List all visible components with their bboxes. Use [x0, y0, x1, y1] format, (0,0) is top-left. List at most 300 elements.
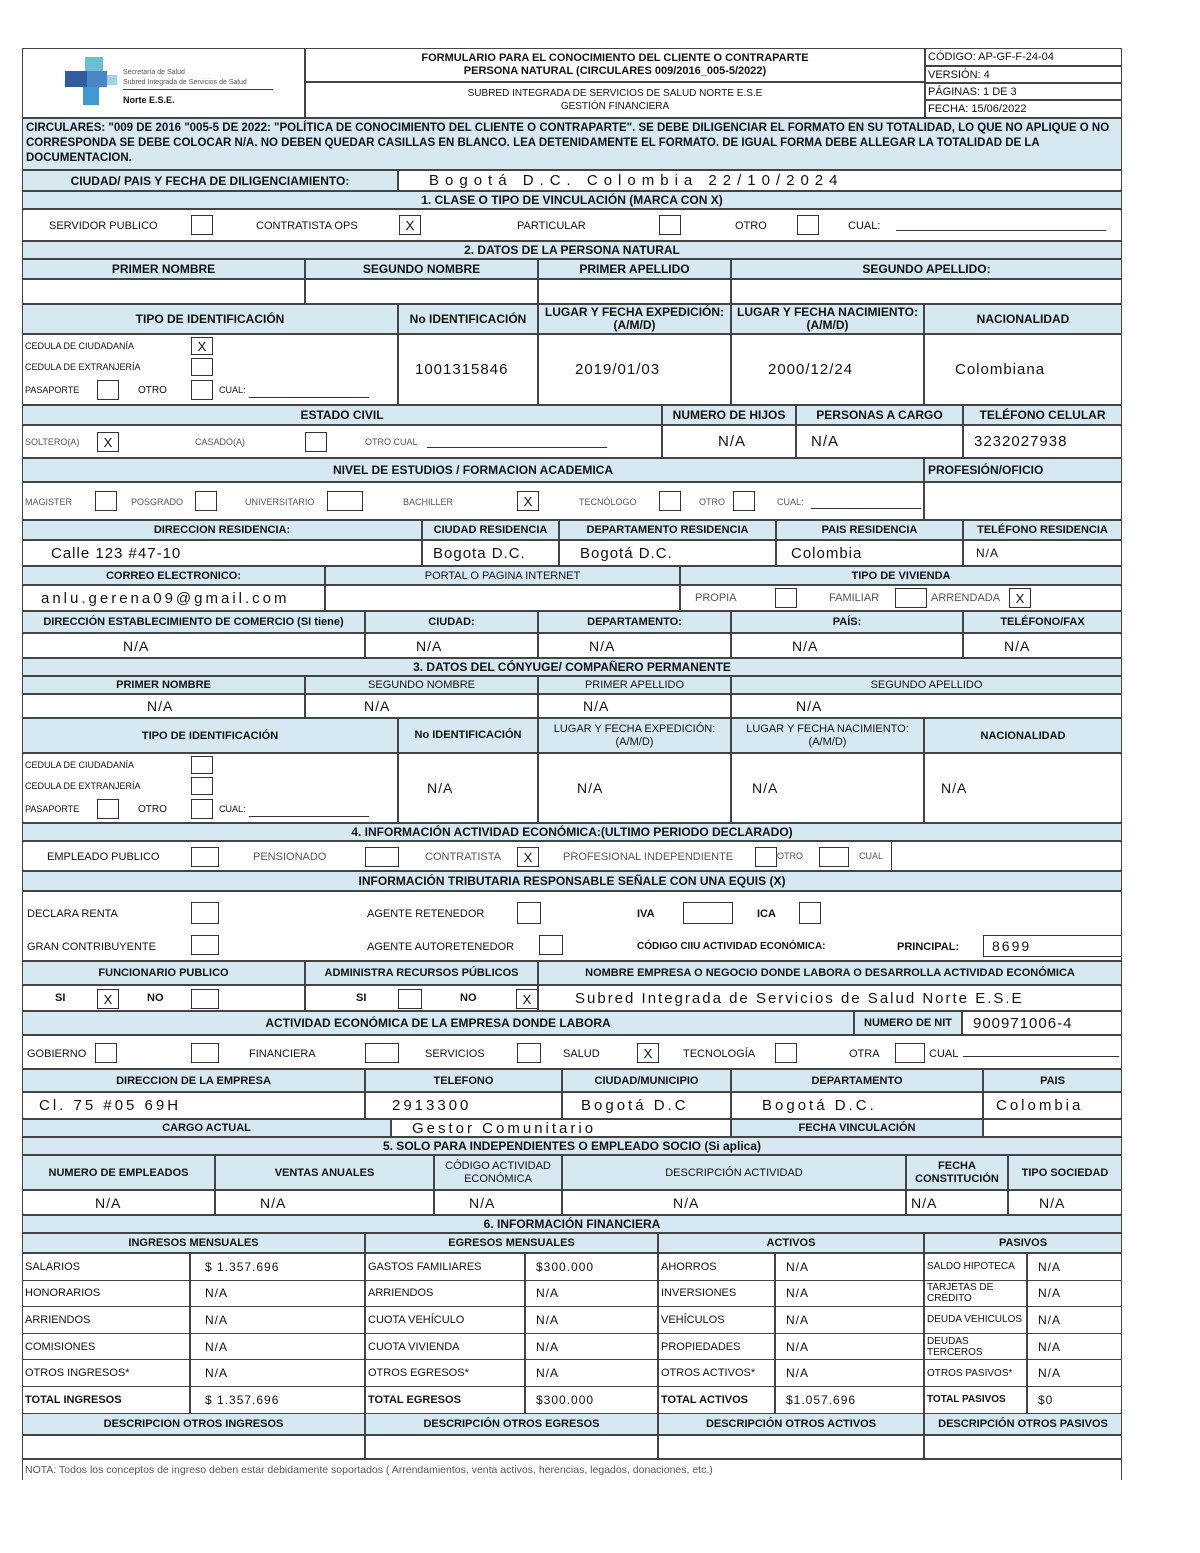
- h-pais: PAIS RESIDENCIA: [776, 520, 963, 540]
- ce-checkbox[interactable]: [191, 358, 213, 376]
- otro-id-label: OTRO: [138, 385, 167, 396]
- contratista-checkbox[interactable]: X: [399, 215, 421, 235]
- personas-cargo-value[interactable]: N/A: [796, 425, 963, 458]
- celular-value[interactable]: 3232027938: [963, 425, 1122, 458]
- ciiu-label: CÓDIGO CIIU ACTIVIDAD ECONÓMICA:: [637, 941, 826, 952]
- contratista-s4-checkbox[interactable]: X: [517, 847, 539, 867]
- h-hijos: NUMERO DE HIJOS: [662, 405, 796, 425]
- form-title: [305, 48, 925, 82]
- gobierno-checkbox[interactable]: [95, 1043, 117, 1063]
- knowledge-form: [22, 48, 1122, 1480]
- fin-value[interactable]: $1.057.696: [775, 1386, 924, 1414]
- fin-label: OTROS EGRESOS*: [365, 1359, 525, 1387]
- otro-cual-label: OTRO CUAL: [365, 437, 418, 447]
- s3-exp-value[interactable]: N/A: [538, 753, 731, 823]
- propia-label: PROPIA: [695, 592, 737, 604]
- cargo-value[interactable]: Gestor Comunitario: [391, 1119, 731, 1137]
- h-vivienda: TIPO DE VIVIENDA: [680, 566, 1122, 585]
- s3-primer-nombre-value[interactable]: N/A: [22, 694, 305, 718]
- h-ciudad-emp: CIUDAD/MUNICIPIO: [562, 1069, 731, 1092]
- fin-label: DEUDAS TERCEROS: [924, 1333, 1027, 1361]
- title-line2: PERSONA NATURAL (CIRCULARES 009/2016_005-5/2022): [463, 65, 767, 77]
- fin-value[interactable]: N/A: [190, 1280, 365, 1308]
- fin-value[interactable]: N/A: [525, 1280, 658, 1308]
- dir-empresa-value[interactable]: Cl. 75 #05 69H: [22, 1092, 365, 1119]
- blank-checkbox[interactable]: [191, 1043, 219, 1063]
- depto-value[interactable]: Bogotá D.C.: [559, 540, 776, 566]
- subtitle-line1: SUBRED INTEGRADA DE SERVICIOS DE SALUD NORTE E.S.E: [467, 88, 763, 99]
- universitario-checkbox[interactable]: [327, 491, 363, 511]
- s3-h-nac: LUGAR Y FECHA NACIMIENTO:(A/M/D): [731, 718, 924, 753]
- h-primer-apellido: PRIMER APELLIDO: [538, 259, 731, 279]
- soltero-checkbox[interactable]: X: [97, 432, 119, 452]
- h-desc-pas: DESCRIPCIÓN OTROS PASIVOS: [924, 1413, 1122, 1435]
- nit-value[interactable]: 900971006-4: [962, 1011, 1122, 1035]
- telfax-value[interactable]: N/A: [963, 633, 1122, 658]
- agente-auto-checkbox[interactable]: [539, 935, 563, 955]
- admin-no-label: NO: [460, 992, 477, 1004]
- nivel-row: [22, 482, 924, 520]
- admin-no-checkbox[interactable]: X: [516, 989, 538, 1009]
- s3-h-no-id: No IDENTIFICACIÓN: [398, 718, 538, 753]
- section5-title: 5. SOLO PARA INDEPENDIENTES O EMPLEADO SOCIO (Si aplica): [22, 1137, 1122, 1155]
- h-codigo: CÓDIGO ACTIVIDAD ECONÓMICA: [434, 1155, 562, 1190]
- fin-value[interactable]: N/A: [1027, 1333, 1122, 1361]
- func-no-checkbox[interactable]: [191, 989, 219, 1009]
- financiera-label: FINANCIERA: [249, 1048, 316, 1060]
- pasaporte-checkbox[interactable]: [97, 380, 119, 400]
- doc-version: VERSIÓN: 4: [925, 66, 1122, 83]
- fin-label: CUOTA VEHÍCULO: [365, 1306, 525, 1334]
- h-ventas: VENTAS ANUALES: [215, 1155, 434, 1190]
- funcionario-row: [22, 985, 305, 1011]
- agente-ret-checkbox[interactable]: [517, 902, 541, 924]
- fin-label: VEHÍCULOS: [658, 1306, 775, 1334]
- cc-label: CEDULA DE CIUDADANÍA: [25, 341, 135, 351]
- agente-auto-label: AGENTE AUTORETENEDOR: [367, 941, 515, 953]
- segundo-nombre-field[interactable]: [305, 279, 538, 304]
- primer-nombre-field[interactable]: [22, 279, 305, 304]
- h-telfax: TELÉFONO/FAX: [963, 611, 1122, 633]
- otro-s4-label: OTRO: [777, 851, 803, 861]
- pasaporte-label: PASAPORTE: [25, 385, 80, 395]
- h-estado-civil: ESTADO CIVIL: [22, 405, 662, 425]
- empresa-value[interactable]: Subred Integrada de Servicios de Salud Norte E.S.E: [538, 985, 1122, 1011]
- tel-res-value[interactable]: N/A: [963, 540, 1122, 566]
- ciudad-fecha-label: CIUDAD/ PAIS Y FECHA DE DILIGENCIAMIENTO:: [22, 170, 398, 191]
- h-vinculacion: FECHA VINCULACIÓN: [731, 1119, 983, 1137]
- tecnologia-checkbox[interactable]: [775, 1043, 797, 1063]
- h-dir-comercio: DIRECCIÓN ESTABLECIMIENTO DE COMERCIO (SI tiene): [22, 611, 365, 633]
- s3-cual-label: CUAL:: [219, 804, 246, 814]
- ciudad2-value[interactable]: N/A: [365, 633, 538, 658]
- particular-label: PARTICULAR: [517, 220, 586, 232]
- intro-text: CIRCULARES: "009 DE 2016 "005-5 DE 2022: "POLÍTICA DE CONOCIMIENTO DEL CLIENTE O CONTRAPARTE". SE DEBE DILIGENCIAR EL FORMATO EN SU TOTALIDAD, LO QUE NO APLIQUE O NO CORRESPONDA SE DEBE COLOCAR N/A. NO DEBEN QUEDAR CASILLAS EN BLANCO. LEA DETENIDAMENTE EL FORMATO. DE IGUAL FORMA DEBE ALLEGAR LA TOTALIDAD DE LA DOCUMENTACION.: [22, 118, 1122, 170]
- gobierno-label: GOBIERNO: [27, 1048, 87, 1060]
- s3-otro-label: OTRO: [138, 804, 167, 815]
- s3-h-primer-apellido: PRIMER APELLIDO: [538, 676, 731, 694]
- logo-cell: [22, 48, 305, 118]
- fin-value[interactable]: $ 1.357.696: [190, 1386, 365, 1414]
- pais-emp-value[interactable]: Colombia: [983, 1092, 1122, 1119]
- fin-label: GASTOS FAMILIARES: [365, 1253, 525, 1281]
- fin-value[interactable]: N/A: [775, 1253, 924, 1281]
- h-telefono: TELEFONO: [365, 1069, 562, 1092]
- fin-label: PROPIEDADES: [658, 1333, 775, 1361]
- servicios-checkbox[interactable]: [517, 1043, 541, 1063]
- primer-apellido-field[interactable]: [538, 279, 731, 304]
- nota-text: NOTA: Todos los conceptos de ingreso deben estar debidamente soportados ( Arrendamientos, venta activos, herencias, legados, donaciones, etc.): [22, 1459, 1122, 1480]
- depto-emp-value[interactable]: Bogotá D.C.: [731, 1092, 983, 1119]
- fin-value[interactable]: N/A: [1027, 1253, 1122, 1281]
- h-nacionalidad: NACIONALIDAD: [924, 304, 1122, 334]
- h-desc-egr: DESCRIPCIÓN OTROS EGRESOS: [365, 1413, 658, 1435]
- s3-h-segundo-nombre: SEGUNDO NOMBRE: [305, 676, 538, 694]
- otro-nivel-checkbox[interactable]: [733, 491, 755, 511]
- h-funcionario: FUNCIONARIO PUBLICO: [22, 961, 305, 985]
- portal-field[interactable]: [325, 585, 680, 611]
- direccion-value[interactable]: Calle 123 #47-10: [22, 540, 422, 566]
- exp-value[interactable]: 2019/01/03: [538, 334, 731, 405]
- depto2-value[interactable]: N/A: [538, 633, 731, 658]
- otra-checkbox[interactable]: [895, 1043, 925, 1063]
- fin-label: OTROS INGRESOS*: [22, 1359, 190, 1387]
- posgrado-label: POSGRADO: [131, 497, 184, 507]
- fin-label: COMISIONES: [22, 1333, 190, 1361]
- empleado-label: EMPLEADO PUBLICO: [47, 851, 160, 863]
- contratista-label: CONTRATISTA OPS: [256, 220, 358, 232]
- trib-block: [22, 891, 1122, 961]
- declara-label: DECLARA RENTA: [27, 908, 118, 920]
- fin-value[interactable]: N/A: [775, 1359, 924, 1387]
- arrendada-checkbox[interactable]: X: [1009, 588, 1031, 608]
- fin-value[interactable]: N/A: [1027, 1280, 1122, 1308]
- h-no-id: No IDENTIFICACIÓN: [398, 304, 538, 334]
- h-actividad: ACTIVIDAD ECONÓMICA DE LA EMPRESA DONDE LABORA: [22, 1011, 854, 1035]
- telefono-value[interactable]: 2913300: [365, 1092, 562, 1119]
- ciudad-fecha-value[interactable]: Bogotá D.C. Colombia 22/10/2024: [398, 170, 1122, 191]
- h-administra: ADMINISTRA RECURSOS PÚBLICOS: [305, 961, 538, 985]
- h-depto2: DEPARTAMENTO:: [538, 611, 731, 633]
- tipo-id-options: [22, 334, 398, 405]
- h-tel-res: TELÉFONO RESIDENCIA: [963, 520, 1122, 540]
- fin-value[interactable]: N/A: [190, 1359, 365, 1387]
- tecnologia-label: TECNOLOGÍA: [683, 1048, 756, 1060]
- fin-value[interactable]: $300.000: [525, 1386, 658, 1414]
- arrendada-label: ARRENDADA: [931, 592, 1001, 604]
- codigo-value[interactable]: N/A: [434, 1190, 562, 1215]
- h-dir-empresa: DIRECCION DE LA EMPRESA: [22, 1069, 365, 1092]
- profesion-field[interactable]: [924, 482, 1122, 520]
- s3-primer-apellido-value[interactable]: N/A: [538, 694, 731, 718]
- s3-ce-checkbox[interactable]: [191, 777, 213, 795]
- h-correo: CORREO ELECTRONICO:: [22, 566, 325, 585]
- org-line1: Secretaría de Salud: [123, 69, 185, 76]
- section6-title: 6. INFORMACIÓN FINANCIERA: [22, 1215, 1122, 1233]
- section1-row: [22, 209, 1122, 241]
- fin-value[interactable]: N/A: [1027, 1306, 1122, 1334]
- fin-label: TARJETAS DE CRÉDITO: [924, 1280, 1027, 1308]
- h-empresa: NOMBRE EMPRESA O NEGOCIO DONDE LABORA O DESARROLLA ACTIVIDAD ECONÓMICA: [538, 961, 1122, 985]
- posgrado-checkbox[interactable]: [195, 491, 217, 511]
- s3-h-segundo-apellido: SEGUNDO APELLIDO: [731, 676, 1122, 694]
- cual-label: CUAL:: [848, 220, 881, 232]
- s3-no-id-value[interactable]: N/A: [398, 753, 538, 823]
- s3-h-primer-nombre: PRIMER NOMBRE: [22, 676, 305, 694]
- otro-nivel-label: OTRO: [699, 497, 725, 507]
- salud-checkbox[interactable]: X: [637, 1043, 659, 1063]
- org-line2: Subred Integrada de Servicios de Salud: [123, 79, 247, 86]
- financiera-checkbox[interactable]: [365, 1043, 399, 1063]
- subtitle-line2: GESTIÓN FINANCIERA: [560, 101, 670, 112]
- fin-value[interactable]: N/A: [775, 1333, 924, 1361]
- fin-label: AHORROS: [658, 1253, 775, 1281]
- tecnologo-checkbox[interactable]: [659, 491, 681, 511]
- gran-checkbox[interactable]: [191, 935, 219, 955]
- casado-checkbox[interactable]: [305, 432, 327, 452]
- propia-checkbox[interactable]: [775, 588, 797, 608]
- s3-nacionalidad-value[interactable]: N/A: [924, 753, 1122, 823]
- fin-label: SALARIOS: [22, 1253, 190, 1281]
- h-ciudad: CIUDAD RESIDENCIA: [422, 520, 559, 540]
- fin-label: CUOTA VIVIENDA: [365, 1333, 525, 1361]
- servidor-checkbox[interactable]: [191, 215, 213, 235]
- desc-act-field[interactable]: [658, 1435, 924, 1459]
- otra-label: OTRA: [849, 1048, 880, 1060]
- declara-checkbox[interactable]: [191, 902, 219, 924]
- nac-value[interactable]: 2000/12/24: [731, 334, 924, 405]
- h-primer-nombre: PRIMER NOMBRE: [22, 259, 305, 279]
- pensionado-label: PENSIONADO: [253, 851, 327, 863]
- administra-row: [305, 985, 538, 1011]
- fin-value[interactable]: N/A: [775, 1306, 924, 1334]
- fin-value[interactable]: $0: [1027, 1386, 1122, 1414]
- correo-value[interactable]: anlu.gerena09@gmail.com: [22, 585, 325, 611]
- principal-label: PRINCIPAL:: [897, 941, 960, 953]
- h-portal: PORTAL O PAGINA INTERNET: [325, 566, 680, 585]
- fin-value[interactable]: N/A: [190, 1333, 365, 1361]
- h-tipo: TIPO SOCIEDAD: [1008, 1155, 1122, 1190]
- tipo-value[interactable]: N/A: [1008, 1190, 1122, 1215]
- admin-si-label: SI: [356, 992, 367, 1004]
- s3-h-exp: LUGAR Y FECHA EXPEDICIÓN:(A/M/D): [538, 718, 731, 753]
- otro-s4-checkbox[interactable]: [819, 847, 849, 867]
- h-cargo: CARGO ACTUAL: [22, 1119, 391, 1137]
- tecnologo-label: TECNÓLOGO: [579, 497, 637, 507]
- admin-si-checkbox[interactable]: [398, 989, 422, 1009]
- fin-label: OTROS ACTIVOS*: [658, 1359, 775, 1387]
- cual-s4-field[interactable]: [891, 842, 1122, 871]
- soltero-label: SOLTERO(A): [25, 437, 80, 447]
- ciudad-emp-value[interactable]: Bogotá D.C: [562, 1092, 731, 1119]
- section4-title: 4. INFORMACIÓN ACTIVIDAD ECONÓMICA:(ULTIMO PERIODO DECLARADO): [22, 823, 1122, 841]
- agente-ret-label: AGENTE RETENEDOR: [367, 908, 485, 920]
- h-nivel: NIVEL DE ESTUDIOS / FORMACION ACADEMICA: [22, 458, 924, 482]
- ciudad-value[interactable]: Bogota D.C.: [422, 540, 559, 566]
- empleado-checkbox[interactable]: [191, 847, 219, 867]
- h-depto: DEPARTAMENTO RESIDENCIA: [559, 520, 776, 540]
- fin-label: TOTAL EGRESOS: [365, 1386, 525, 1414]
- nacionalidad-value[interactable]: Colombiana: [924, 334, 1122, 405]
- desc-value[interactable]: N/A: [562, 1190, 906, 1215]
- desc-pas-field[interactable]: [924, 1435, 1122, 1459]
- title-line1: FORMULARIO PARA EL CONOCIMIENTO DEL CLIENTE O CONTRAPARTE: [421, 52, 809, 64]
- fecha-value[interactable]: N/A: [906, 1190, 1008, 1215]
- fin-label: ARRIENDOS: [365, 1280, 525, 1308]
- h-celular: TELÉFONO CELULAR: [963, 405, 1122, 425]
- doc-pages: PÁGINAS: 1 DE 3: [925, 83, 1122, 100]
- otro-id-checkbox[interactable]: [191, 380, 213, 400]
- fin-value[interactable]: N/A: [1027, 1359, 1122, 1387]
- s3-nac-value[interactable]: N/A: [731, 753, 924, 823]
- fin-label: INVERSIONES: [658, 1280, 775, 1308]
- h-ingresos: INGRESOS MENSUALES: [22, 1233, 365, 1253]
- s3-ce-label: CEDULA DE EXTRANJERÍA: [25, 781, 141, 791]
- universitario-label: UNIVERSITARIO: [245, 497, 315, 507]
- segundo-apellido-field[interactable]: [731, 279, 1122, 304]
- h-segundo-apellido: SEGUNDO APELLIDO:: [731, 259, 1122, 279]
- s3-tipo-id-options: [22, 753, 398, 823]
- fin-label: SALDO HIPOTECA: [924, 1253, 1027, 1281]
- fin-label: DEUDA VEHICULOS: [924, 1306, 1027, 1334]
- section3-title: 3. DATOS DEL CÓNYUGE/ COMPAÑERO PERMANENTE: [22, 658, 1122, 676]
- cual-otra-label: CUAL: [929, 1048, 959, 1060]
- estado-civil-row: [22, 425, 662, 458]
- cual-s4-label: CUAL: [859, 851, 884, 861]
- salud-label: SALUD: [563, 1048, 600, 1060]
- fin-label: TOTAL PASIVOS: [924, 1386, 1027, 1414]
- actividad-empresa-row: [22, 1035, 1122, 1069]
- h-ciudad2: CIUDAD:: [365, 611, 538, 633]
- cual-line[interactable]: [896, 230, 1106, 231]
- dir-comercio-value[interactable]: N/A: [22, 633, 365, 658]
- h-pasivos: PASIVOS: [924, 1233, 1122, 1253]
- ce-label: CEDULA DE EXTRANJERÍA: [25, 362, 141, 372]
- magister-checkbox[interactable]: [95, 491, 117, 511]
- fin-label: TOTAL INGRESOS: [22, 1386, 190, 1414]
- subred-logo-icon: [65, 57, 125, 109]
- vivienda-row: [680, 585, 1122, 611]
- fin-value[interactable]: N/A: [190, 1306, 365, 1334]
- cual-nivel-label: CUAL:: [777, 497, 804, 507]
- pais-value[interactable]: Colombia: [776, 540, 963, 566]
- fin-label: ARRIENDOS: [22, 1306, 190, 1334]
- doc-date: FECHA: 15/06/2022: [925, 100, 1122, 118]
- h-direccion: DIRECCION RESIDENCIA:: [22, 520, 422, 540]
- iva-checkbox[interactable]: [683, 902, 733, 924]
- s3-pasaporte-checkbox[interactable]: [97, 799, 119, 819]
- otro-label: OTRO: [735, 220, 767, 232]
- servidor-label: SERVIDOR PUBLICO: [49, 220, 158, 232]
- no-id-value[interactable]: 1001315846: [398, 334, 538, 405]
- fin-label: OTROS PASIVOS*: [924, 1359, 1027, 1387]
- h-empleados: NUMERO DE EMPLEADOS: [22, 1155, 215, 1190]
- h-desc-ing: DESCRIPCION OTROS INGRESOS: [22, 1413, 365, 1435]
- empleados-value[interactable]: N/A: [22, 1190, 215, 1215]
- s3-pasaporte-label: PASAPORTE: [25, 804, 80, 814]
- s3-segundo-nombre-value[interactable]: N/A: [305, 694, 538, 718]
- h-pais2: PAÍS:: [731, 611, 963, 633]
- ica-checkbox[interactable]: [799, 902, 821, 924]
- s3-h-tipo-id: TIPO DE IDENTIFICACIÓN: [22, 718, 398, 753]
- fin-value[interactable]: N/A: [525, 1359, 658, 1387]
- hijos-value[interactable]: N/A: [662, 425, 796, 458]
- h-fecha: FECHA CONSTITUCIÓN: [906, 1155, 1008, 1190]
- profesional-label: PROFESIONAL INDEPENDIENTE: [563, 851, 734, 863]
- magister-label: MAGISTER: [25, 497, 73, 507]
- ciiu-value[interactable]: 8699: [983, 935, 1122, 957]
- h-tipo-id: TIPO DE IDENTIFICACIÓN: [22, 304, 398, 334]
- particular-checkbox[interactable]: [659, 215, 681, 235]
- func-si-label: SI: [55, 992, 66, 1004]
- profesional-checkbox[interactable]: [755, 847, 777, 867]
- h-egresos: EGRESOS MENSUALES: [365, 1233, 658, 1253]
- contratista-s4-label: CONTRATISTA: [425, 851, 501, 863]
- actividad-row: [22, 841, 1122, 871]
- h-personas-cargo: PERSONAS A CARGO: [796, 405, 963, 425]
- casado-label: CASADO(A): [195, 437, 246, 447]
- cc-checkbox[interactable]: X: [191, 337, 213, 355]
- fin-value[interactable]: N/A: [525, 1306, 658, 1334]
- fin-value[interactable]: $ 1.357.696: [190, 1253, 365, 1281]
- familiar-label: FAMILIAR: [829, 592, 880, 604]
- pais2-value[interactable]: N/A: [731, 633, 963, 658]
- trib-title: INFORMACIÓN TRIBUTARIA RESPONSABLE SEÑALE CON UNA EQUIS (X): [22, 871, 1122, 891]
- s3-segundo-apellido-value[interactable]: N/A: [731, 694, 1122, 718]
- func-no-label: NO: [147, 992, 164, 1004]
- servicios-label: SERVICIOS: [425, 1048, 485, 1060]
- desc-egr-field[interactable]: [365, 1435, 658, 1459]
- h-depto-emp: DEPARTAMENTO: [731, 1069, 983, 1092]
- bachiller-label: BACHILLER: [403, 497, 454, 507]
- cual-id-label: CUAL:: [219, 385, 246, 395]
- doc-code: CÓDIGO: AP-GF-F-24-04: [925, 48, 1122, 66]
- fin-value[interactable]: N/A: [775, 1280, 924, 1308]
- desc-ing-field[interactable]: [22, 1435, 365, 1459]
- form-subtitle: [305, 82, 925, 118]
- section1-title: 1. CLASE O TIPO DE VINCULACIÓN (MARCA CON X): [22, 191, 1122, 209]
- bachiller-checkbox[interactable]: X: [517, 491, 539, 511]
- iva-label: IVA: [637, 908, 655, 920]
- ventas-value[interactable]: N/A: [215, 1190, 434, 1215]
- familiar-checkbox[interactable]: [895, 588, 927, 608]
- s3-otro-checkbox[interactable]: [191, 799, 213, 819]
- s3-cc-label: CEDULA DE CIUDADANÍA: [25, 760, 135, 770]
- vinculacion-field[interactable]: [983, 1119, 1122, 1137]
- h-pais-emp: PAIS: [983, 1069, 1122, 1092]
- fin-value[interactable]: $300.000: [525, 1253, 658, 1281]
- s3-cc-checkbox[interactable]: [191, 756, 213, 774]
- otro-checkbox[interactable]: [797, 215, 819, 235]
- h-desc-act: DESCRIPCIÓN OTROS ACTIVOS: [658, 1413, 924, 1435]
- fin-label: HONORARIOS: [22, 1280, 190, 1308]
- section2-title: 2. DATOS DE LA PERSONA NATURAL: [22, 241, 1122, 259]
- func-si-checkbox[interactable]: X: [97, 989, 119, 1009]
- h-activos: ACTIVOS: [658, 1233, 924, 1253]
- fin-label: TOTAL ACTIVOS: [658, 1386, 775, 1414]
- fin-value[interactable]: N/A: [525, 1333, 658, 1361]
- h-nit: NUMERO DE NIT: [854, 1011, 962, 1035]
- h-profesion: PROFESIÓN/OFICIO: [924, 458, 1122, 482]
- gran-label: GRAN CONTRIBUYENTE: [27, 941, 156, 953]
- ica-label: ICA: [757, 908, 776, 920]
- h-nac: LUGAR Y FECHA NACIMIENTO:(A/M/D): [731, 304, 924, 334]
- h-exp: LUGAR Y FECHA EXPEDICIÓN:(A/M/D): [538, 304, 731, 334]
- s3-h-nacionalidad: NACIONALIDAD: [924, 718, 1122, 753]
- h-desc: DESCRIPCIÓN ACTIVIDAD: [562, 1155, 906, 1190]
- pensionado-checkbox[interactable]: [365, 847, 399, 867]
- h-segundo-nombre: SEGUNDO NOMBRE: [305, 259, 538, 279]
